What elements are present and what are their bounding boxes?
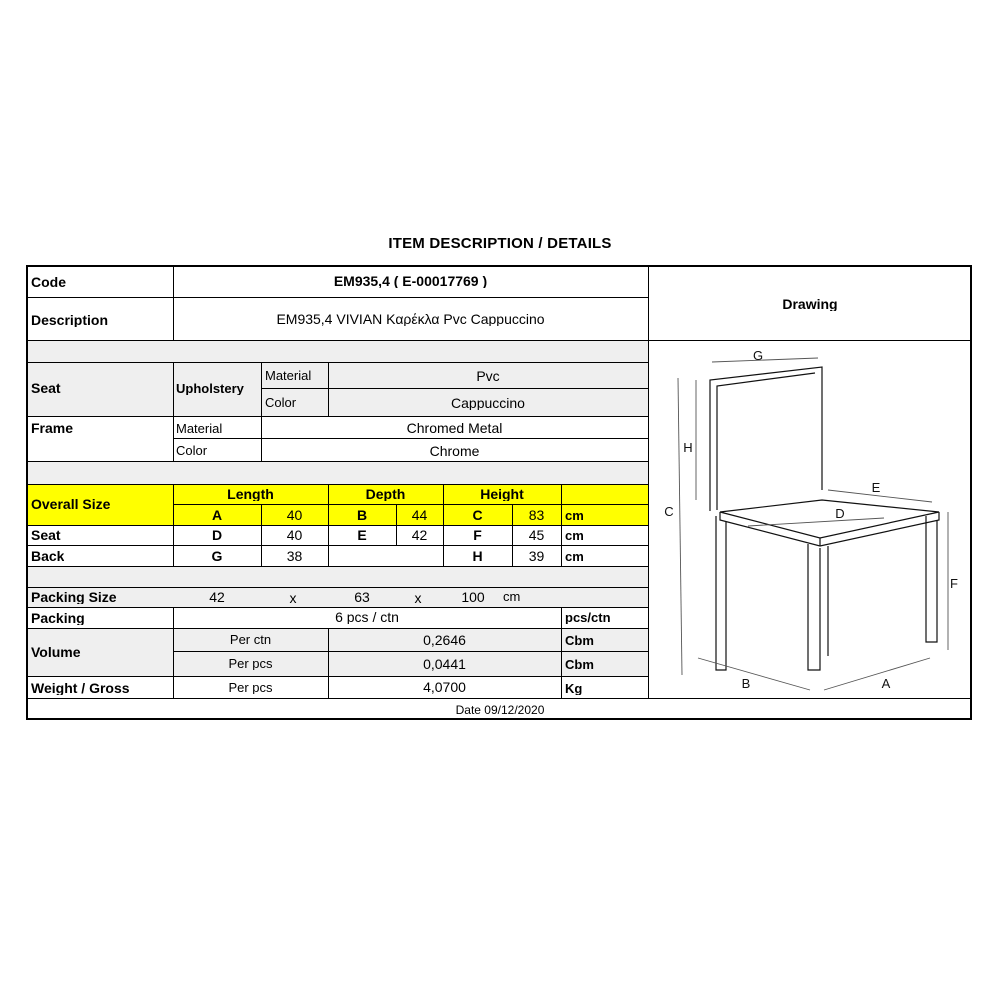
- backrest-outline: [710, 367, 822, 511]
- packing-value: 6 pcs / ctn: [335, 610, 399, 624]
- diagram-label-a: A: [881, 676, 891, 691]
- dim-f-value: 45: [528, 528, 545, 542]
- packing-width: 63: [354, 590, 370, 604]
- seat-color-value: Cappuccino: [451, 396, 525, 410]
- diagram-label-f: F: [950, 576, 958, 591]
- description-value: EM935,4 VIVIAN Καρέκλα Pvc Cappuccino: [276, 312, 545, 326]
- volume-unit-ctn: Cbm: [565, 634, 594, 647]
- packing-size-unit: cm: [503, 590, 521, 603]
- height-header: Height: [480, 487, 524, 501]
- weight-per-pcs-label: Per pcs: [228, 681, 273, 694]
- packing-height: 100: [461, 590, 485, 604]
- volume-label: Volume: [31, 645, 81, 659]
- dim-e-value: 42: [411, 528, 428, 542]
- dim-a-value: 40: [286, 508, 303, 522]
- seat-label: Seat: [31, 381, 61, 395]
- length-header: Length: [227, 487, 274, 501]
- overall-unit: cm: [565, 509, 584, 522]
- dim-c-value: 83: [528, 508, 545, 522]
- backrest-inner: [717, 373, 815, 510]
- volume-per-ctn-value: 0,2646: [423, 633, 466, 647]
- dim-f-label: F: [473, 528, 482, 542]
- seat-material-value: Pvc: [476, 369, 500, 383]
- dim-h-value: 39: [528, 549, 545, 563]
- dim-a-label: A: [211, 508, 223, 522]
- packing-x2: x: [414, 591, 422, 605]
- frame-color-label: Color: [176, 444, 208, 457]
- overall-size-label: Overall Size: [31, 497, 111, 511]
- frame-label: Frame: [31, 421, 74, 435]
- frame-color-value: Chrome: [429, 444, 480, 458]
- date: Date 09/12/2020: [455, 704, 545, 716]
- dim-g-label: G: [211, 549, 223, 563]
- packing-x1: x: [289, 591, 297, 605]
- seat-material-label: Material: [265, 369, 312, 382]
- spacer-row-3: [28, 566, 648, 587]
- packing-label: Packing: [31, 611, 85, 625]
- diagram-label-d: D: [835, 506, 845, 521]
- weight-label: Weight / Gross: [31, 681, 130, 695]
- seat-upholstery-label: Upholstery: [176, 382, 244, 395]
- page-title: ITEM DESCRIPTION / DETAILS: [388, 235, 612, 252]
- seat-color-label: Color: [265, 396, 297, 409]
- leg-back-right: [926, 516, 937, 642]
- depth-header: Depth: [365, 487, 406, 501]
- diagram-label-g: G: [752, 348, 764, 363]
- packing-length: 42: [209, 590, 225, 604]
- seat-outline: [720, 500, 939, 538]
- code-label: Code: [31, 275, 66, 289]
- volume-unit-pcs: Cbm: [565, 658, 594, 671]
- back-size-unit: cm: [565, 550, 584, 563]
- description-label: Description: [31, 313, 109, 327]
- frame-material-label: Material: [176, 422, 223, 435]
- drawing-label: Drawing: [782, 297, 838, 311]
- weight-value: 4,0700: [423, 680, 466, 694]
- leg-front-right: [808, 544, 820, 670]
- chair-drawing: [648, 340, 970, 696]
- dim-h-label: H: [472, 549, 483, 563]
- diagram-label-b: B: [741, 676, 751, 691]
- diagram-label-e: E: [871, 480, 881, 495]
- packing-size-label: Packing Size: [31, 590, 117, 604]
- volume-per-ctn-label: Per ctn: [229, 633, 272, 646]
- dim-c-label: C: [472, 508, 483, 522]
- dim-g-value: 38: [286, 549, 303, 563]
- back-size-label: Back: [31, 549, 65, 563]
- spacer-row-2: [28, 461, 648, 484]
- volume-per-pcs-value: 0,0441: [423, 657, 466, 671]
- volume-per-pcs-label: Per pcs: [228, 657, 273, 670]
- weight-unit: Kg: [565, 682, 583, 695]
- dim-b-label: B: [356, 508, 368, 522]
- code-value: EM935,4 ( E-00017769 ): [333, 274, 488, 288]
- frame-material-value: Chromed Metal: [406, 421, 503, 435]
- dim-b-value: 44: [411, 508, 428, 522]
- packing-unit: pcs/ctn: [565, 611, 611, 624]
- seat-size-label: Seat: [31, 528, 61, 542]
- dim-e-label: E: [357, 528, 367, 542]
- dim-d-value: 40: [286, 528, 303, 542]
- dim-d-label: D: [211, 528, 223, 542]
- leg-front-left: [716, 516, 726, 670]
- diagram-label-c: C: [664, 504, 674, 519]
- spacer-row: [28, 340, 648, 362]
- diagram-label-h: H: [683, 440, 693, 455]
- seat-size-unit: cm: [565, 529, 584, 542]
